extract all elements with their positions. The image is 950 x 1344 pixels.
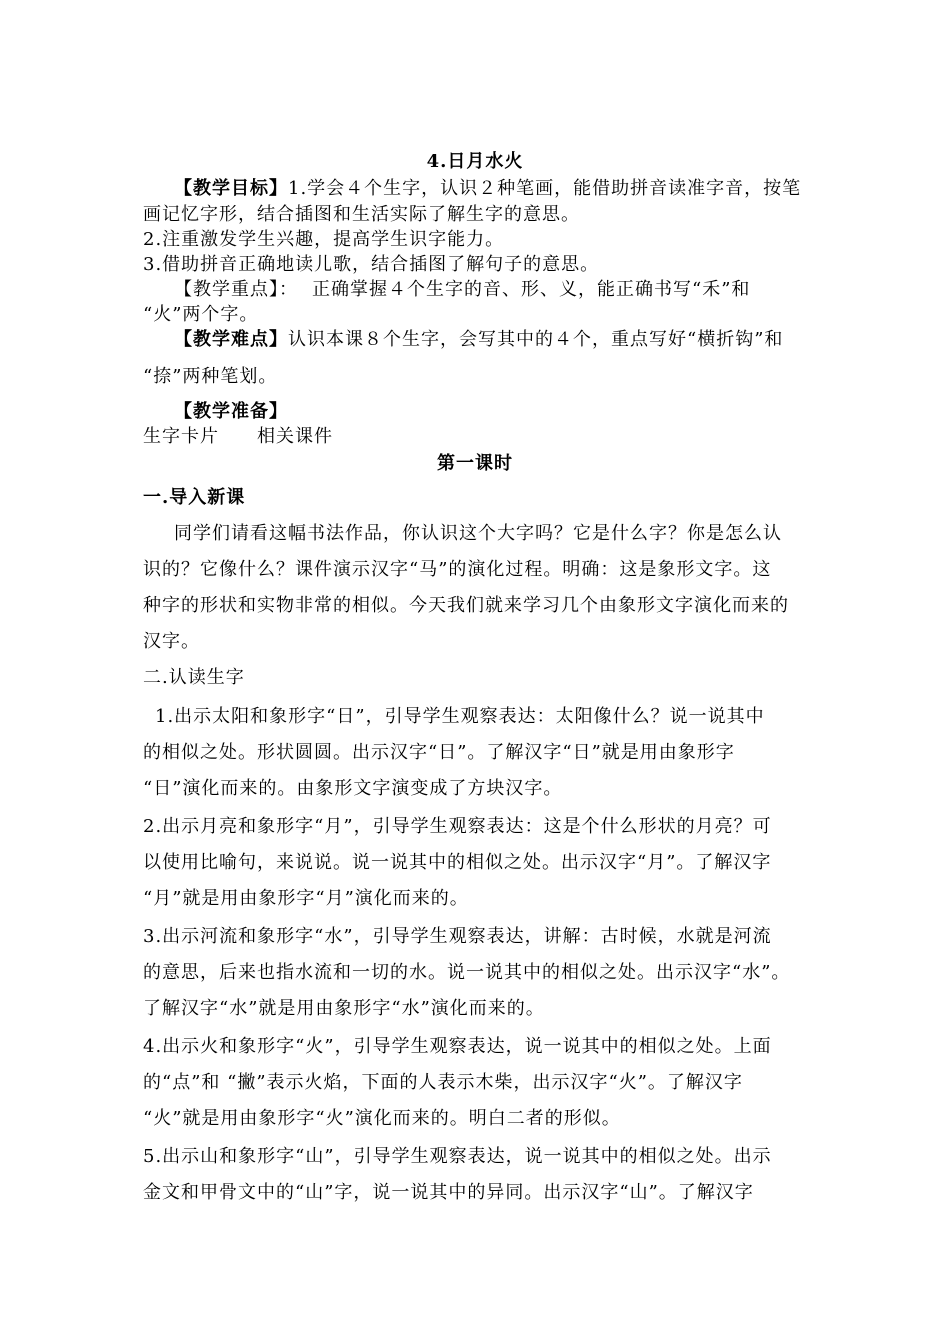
section-1-paragraph-line-3: 种字的形状和实物非常的相似。今天我们就来学习几个由象形文字演化而来的: [143, 595, 789, 616]
section-1-paragraph-line-2: 识的？它像什么？课件演示汉字“马”的演化过程。明确：这是象形文字。这: [143, 559, 772, 580]
item-1-line-3: “日”演化而来的。由象形文字演变成了方块汉字。: [143, 778, 563, 799]
key-points-text-1: 正确掌握４个生字的音、形、义，能正确书写“禾”和: [312, 279, 751, 300]
document-title: 4.日月水火: [426, 151, 524, 172]
preparation-label: 【教学准备】: [174, 401, 288, 422]
item-1-line-2: 的相似之处。形状圆圆。出示汉字“日”。了解汉字“日”就是用由象形字: [143, 742, 735, 763]
item-2-line-2: 以使用比喻句，来说说。说一说其中的相似之处。出示汉字“月”。了解汉字: [143, 852, 772, 873]
item-4-line-1: 4.出示火和象形字“火”，引导学生观察表达，说一说其中的相似之处。上面: [143, 1036, 772, 1057]
key-points-label: 【教学重点】：: [174, 279, 298, 300]
lesson-title: 第一课时: [437, 453, 513, 474]
section-2-heading: 二.认读生字: [143, 667, 245, 688]
key-points-line-2: “火”两个字。: [143, 304, 259, 325]
objectives-label: 【教学目标】: [174, 178, 288, 199]
difficulties-line-2: “捺”两种笔划。: [143, 366, 278, 387]
item-3-line-2: 的意思，后来也指水流和一切的水。说一说其中的相似之处。出示汉字“水”。: [143, 962, 791, 983]
section-1-paragraph-line-1: 同学们请看这幅书法作品，你认识这个大字吗？它是什么字？你是怎么认: [174, 523, 782, 544]
preparation-items: 生字卡片 相关课件: [143, 426, 333, 447]
item-4-line-3: “火”就是用由象形字“火”演化而来的。明白二者的形似。: [143, 1108, 621, 1129]
section-1-heading: 一.导入新课: [143, 487, 246, 508]
item-3-line-3: 了解汉字“水”就是用由象形字“水”演化而来的。: [143, 998, 545, 1019]
objectives-text-1: 1.学会４个生字，认识２种笔画，能借助拼音读准字音，按笔: [288, 178, 802, 199]
item-2-line-1: 2.出示月亮和象形字“月”，引导学生观察表达：这是个什么形状的月亮？可: [143, 816, 772, 837]
difficulties-text-1: 认识本课８个生字，会写其中的４个，重点写好“横折钩”和: [288, 329, 784, 350]
section-1-paragraph-line-4: 汉字。: [143, 631, 200, 652]
item-1-line-1: 1.出示太阳和象形字“日”，引导学生观察表达：太阳像什么？说一说其中: [155, 706, 765, 727]
item-5-line-2: 金文和甲骨文中的“山”字，说一说其中的异同。出示汉字“山”。了解汉字: [143, 1182, 754, 1203]
difficulties-label: 【教学难点】: [174, 329, 288, 350]
objectives-line-2: 画记忆字形，结合插图和生活实际了解生字的意思。: [143, 204, 580, 225]
objectives-item-2: 2.注重激发学生兴趣，提高学生识字能力。: [143, 229, 505, 250]
objectives-line-1: [174, 177, 801, 201]
item-2-line-3: “月”就是用由象形字“月”演化而来的。: [143, 888, 469, 909]
item-4-line-2: 的“点”和 “撇”表示火焰，下面的人表示木柴，出示汉字“火”。了解汉字: [143, 1072, 743, 1093]
key-points-line-1: [174, 278, 750, 302]
item-5-line-1: 5.出示山和象形字“山”，引导学生观察表达，说一说其中的相似之处。出示: [143, 1146, 772, 1167]
item-3-line-1: 3.出示河流和象形字“水”，引导学生观察表达，讲解：古时候，水就是河流: [143, 926, 772, 947]
difficulties-line-1: [174, 328, 783, 352]
objectives-item-3: 3.借助拼音正确地读儿歌，结合插图了解句子的意思。: [143, 254, 600, 275]
